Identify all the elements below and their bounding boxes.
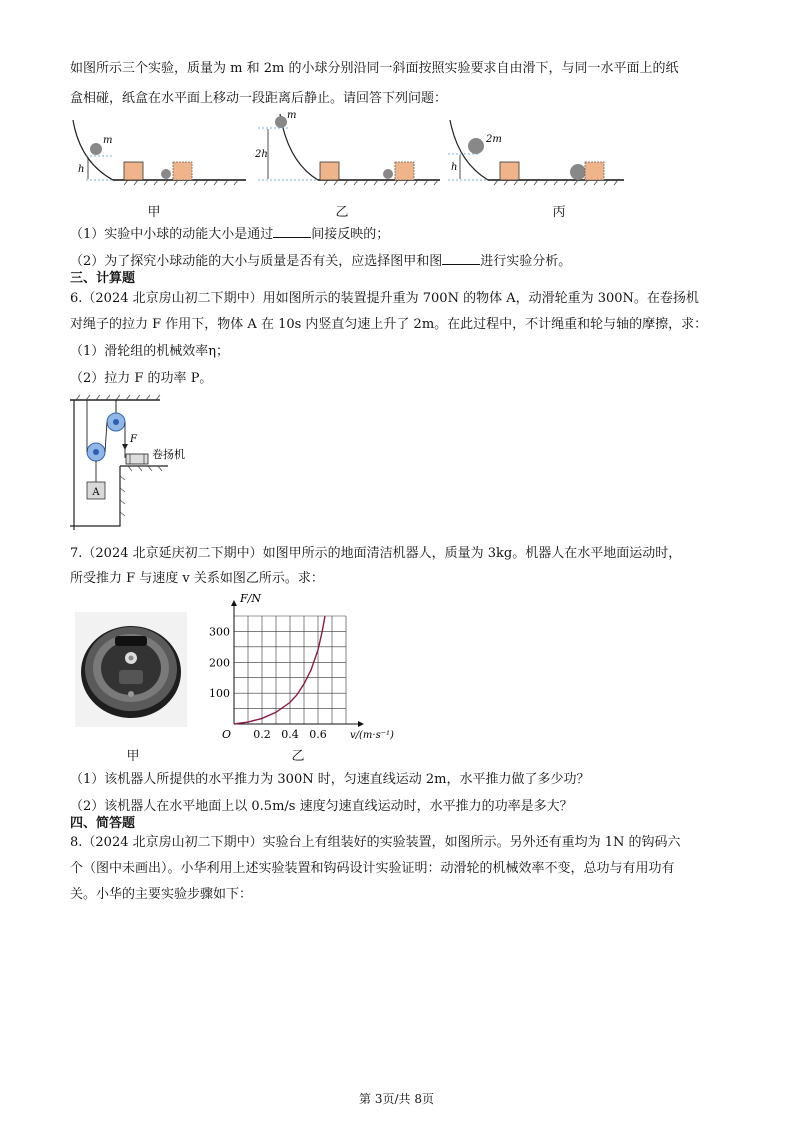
paper-box: [124, 162, 143, 180]
y-tick-label: 200: [209, 656, 230, 670]
label-m: m: [103, 135, 113, 146]
paper-box-moved: [585, 162, 604, 180]
figure-bing: [448, 120, 624, 185]
winch: [126, 454, 148, 464]
chart-axes: [231, 600, 364, 727]
y-tick-label: 100: [209, 687, 230, 701]
q8-line-3: 关。小华的主要实验步骤如下：: [70, 887, 253, 902]
q7-sub-1: （1）该机器人所提供的水平推力为 300N 时，匀速直线运动 2m，水平推力做了多少功？: [70, 772, 590, 787]
caption-yi: 乙: [335, 205, 349, 220]
q5-part-1-text-a: （1）实验中小球的动能大小是通过: [70, 227, 274, 242]
cleaning-robot-icon: [75, 612, 187, 727]
chart-origin: O: [222, 728, 232, 741]
q8-line-2: 个（图中未画出）。小华利用上述实验装置和钩码设计实验证明：动滑轮的机械效率不变，总功与有用功有: [70, 861, 675, 876]
paper-box: [500, 162, 519, 180]
label-A: A: [92, 487, 100, 498]
q6-line-1: 6.（2024 北京房山初二下期中）用如图所示的装置提升重为 700N 的物体 A，动滑轮重为 300N。在卷扬机: [70, 291, 699, 306]
ball-2m: [468, 138, 484, 154]
answer-blank[interactable]: [273, 225, 311, 238]
caption-chart: 乙: [291, 749, 305, 764]
paper-box-moved: [173, 162, 192, 180]
intro-line-2: 盒相碰，纸盒在水平面上移动一段距离后静止。请回答下列问题：: [70, 91, 448, 106]
x-tick-label: 0.4: [281, 728, 299, 741]
label-m: m: [287, 112, 297, 121]
ball: [161, 169, 171, 179]
figure-yi: [254, 112, 440, 185]
q5-part-2-text-b: 进行实验分析。: [480, 254, 572, 269]
ball-large: [570, 164, 586, 180]
y-tick-label: 300: [209, 625, 230, 639]
label-h: h: [78, 164, 85, 175]
caption-robot: 甲: [126, 749, 140, 764]
q5-part-1-text-b: 间接反映的；: [311, 227, 390, 242]
label-h: h: [451, 162, 458, 173]
ball-m: [275, 116, 287, 128]
chart-ylabel: F/N: [240, 592, 261, 605]
caption-bing: 丙: [552, 205, 566, 220]
label-2h: 2h: [255, 149, 268, 160]
caption-jia: 甲: [147, 205, 161, 220]
q5-part-2-text-a: （2）为了探究小球动能的大小与质量是否有关，应选择图甲和图: [70, 254, 443, 269]
q6-sub-2: （2）拉力 F 的功率 P。: [70, 371, 213, 386]
ball-m: [90, 143, 102, 155]
q6-line-2: 对绳子的拉力 F 作用下，物体 A 在 10s 内竖直匀速上升了 2m。在此过程中，不计绳重和轮与轴的摩擦，求：: [70, 317, 708, 332]
paper-box-moved: [395, 162, 414, 180]
q7-line-2: 所受推力 F 与速度 v 关系如图乙所示。求：: [70, 571, 324, 586]
q8-line-1: 8.（2024 北京房山初二下期中）实验台上有组装好的实验装置，如图所示。另外还有重均为 1N 的钩码六: [70, 835, 681, 850]
q5-part-1: [70, 225, 389, 244]
robot-image: [75, 612, 187, 727]
y-axis-arrow: [231, 600, 237, 606]
chart-xlabel: v/(m·s⁻¹): [350, 730, 394, 741]
figure-jia: [73, 120, 246, 185]
label-F: F: [130, 434, 137, 445]
x-axis-arrow: [358, 721, 364, 727]
label-winch: 卷扬机: [152, 448, 185, 461]
x-tick-label: 0.2: [253, 728, 271, 741]
chart-grid: [234, 616, 346, 724]
page-footer: 第 3页/共 8页: [359, 1092, 434, 1106]
section-3-heading: 三、计算题: [70, 271, 136, 286]
q6-sub-1: （1）滑轮组的机械效率η；: [70, 344, 230, 359]
pulley-figure: [68, 392, 198, 532]
x-tick-label: 0.6: [309, 728, 327, 741]
answer-blank[interactable]: [442, 252, 480, 265]
intro-line-1: 如图所示三个实验，质量为 m 和 2m 的小球分别沿同一斜面按照实验要求自由滑下，与同一水平面上的纸: [70, 61, 679, 76]
force-velocity-chart: [200, 588, 410, 748]
paper-box: [320, 162, 339, 180]
label-2m: 2m: [486, 134, 502, 145]
chart-series-line: [234, 616, 325, 724]
q7-sub-2: （2）该机器人在水平地面上以 0.5m/s 速度匀速直线运动时，水平推力的功率是多大？: [70, 799, 573, 814]
section-4-heading: 四、简答题: [70, 816, 136, 831]
q7-line-1: 7.（2024 北京延庆初二下期中）如图甲所示的地面清洁机器人，质量为 3kg。机器人在水平地面运动时，: [70, 546, 682, 561]
q5-part-2: [70, 252, 571, 271]
ball: [383, 169, 393, 179]
experiment-figures: [68, 112, 628, 192]
